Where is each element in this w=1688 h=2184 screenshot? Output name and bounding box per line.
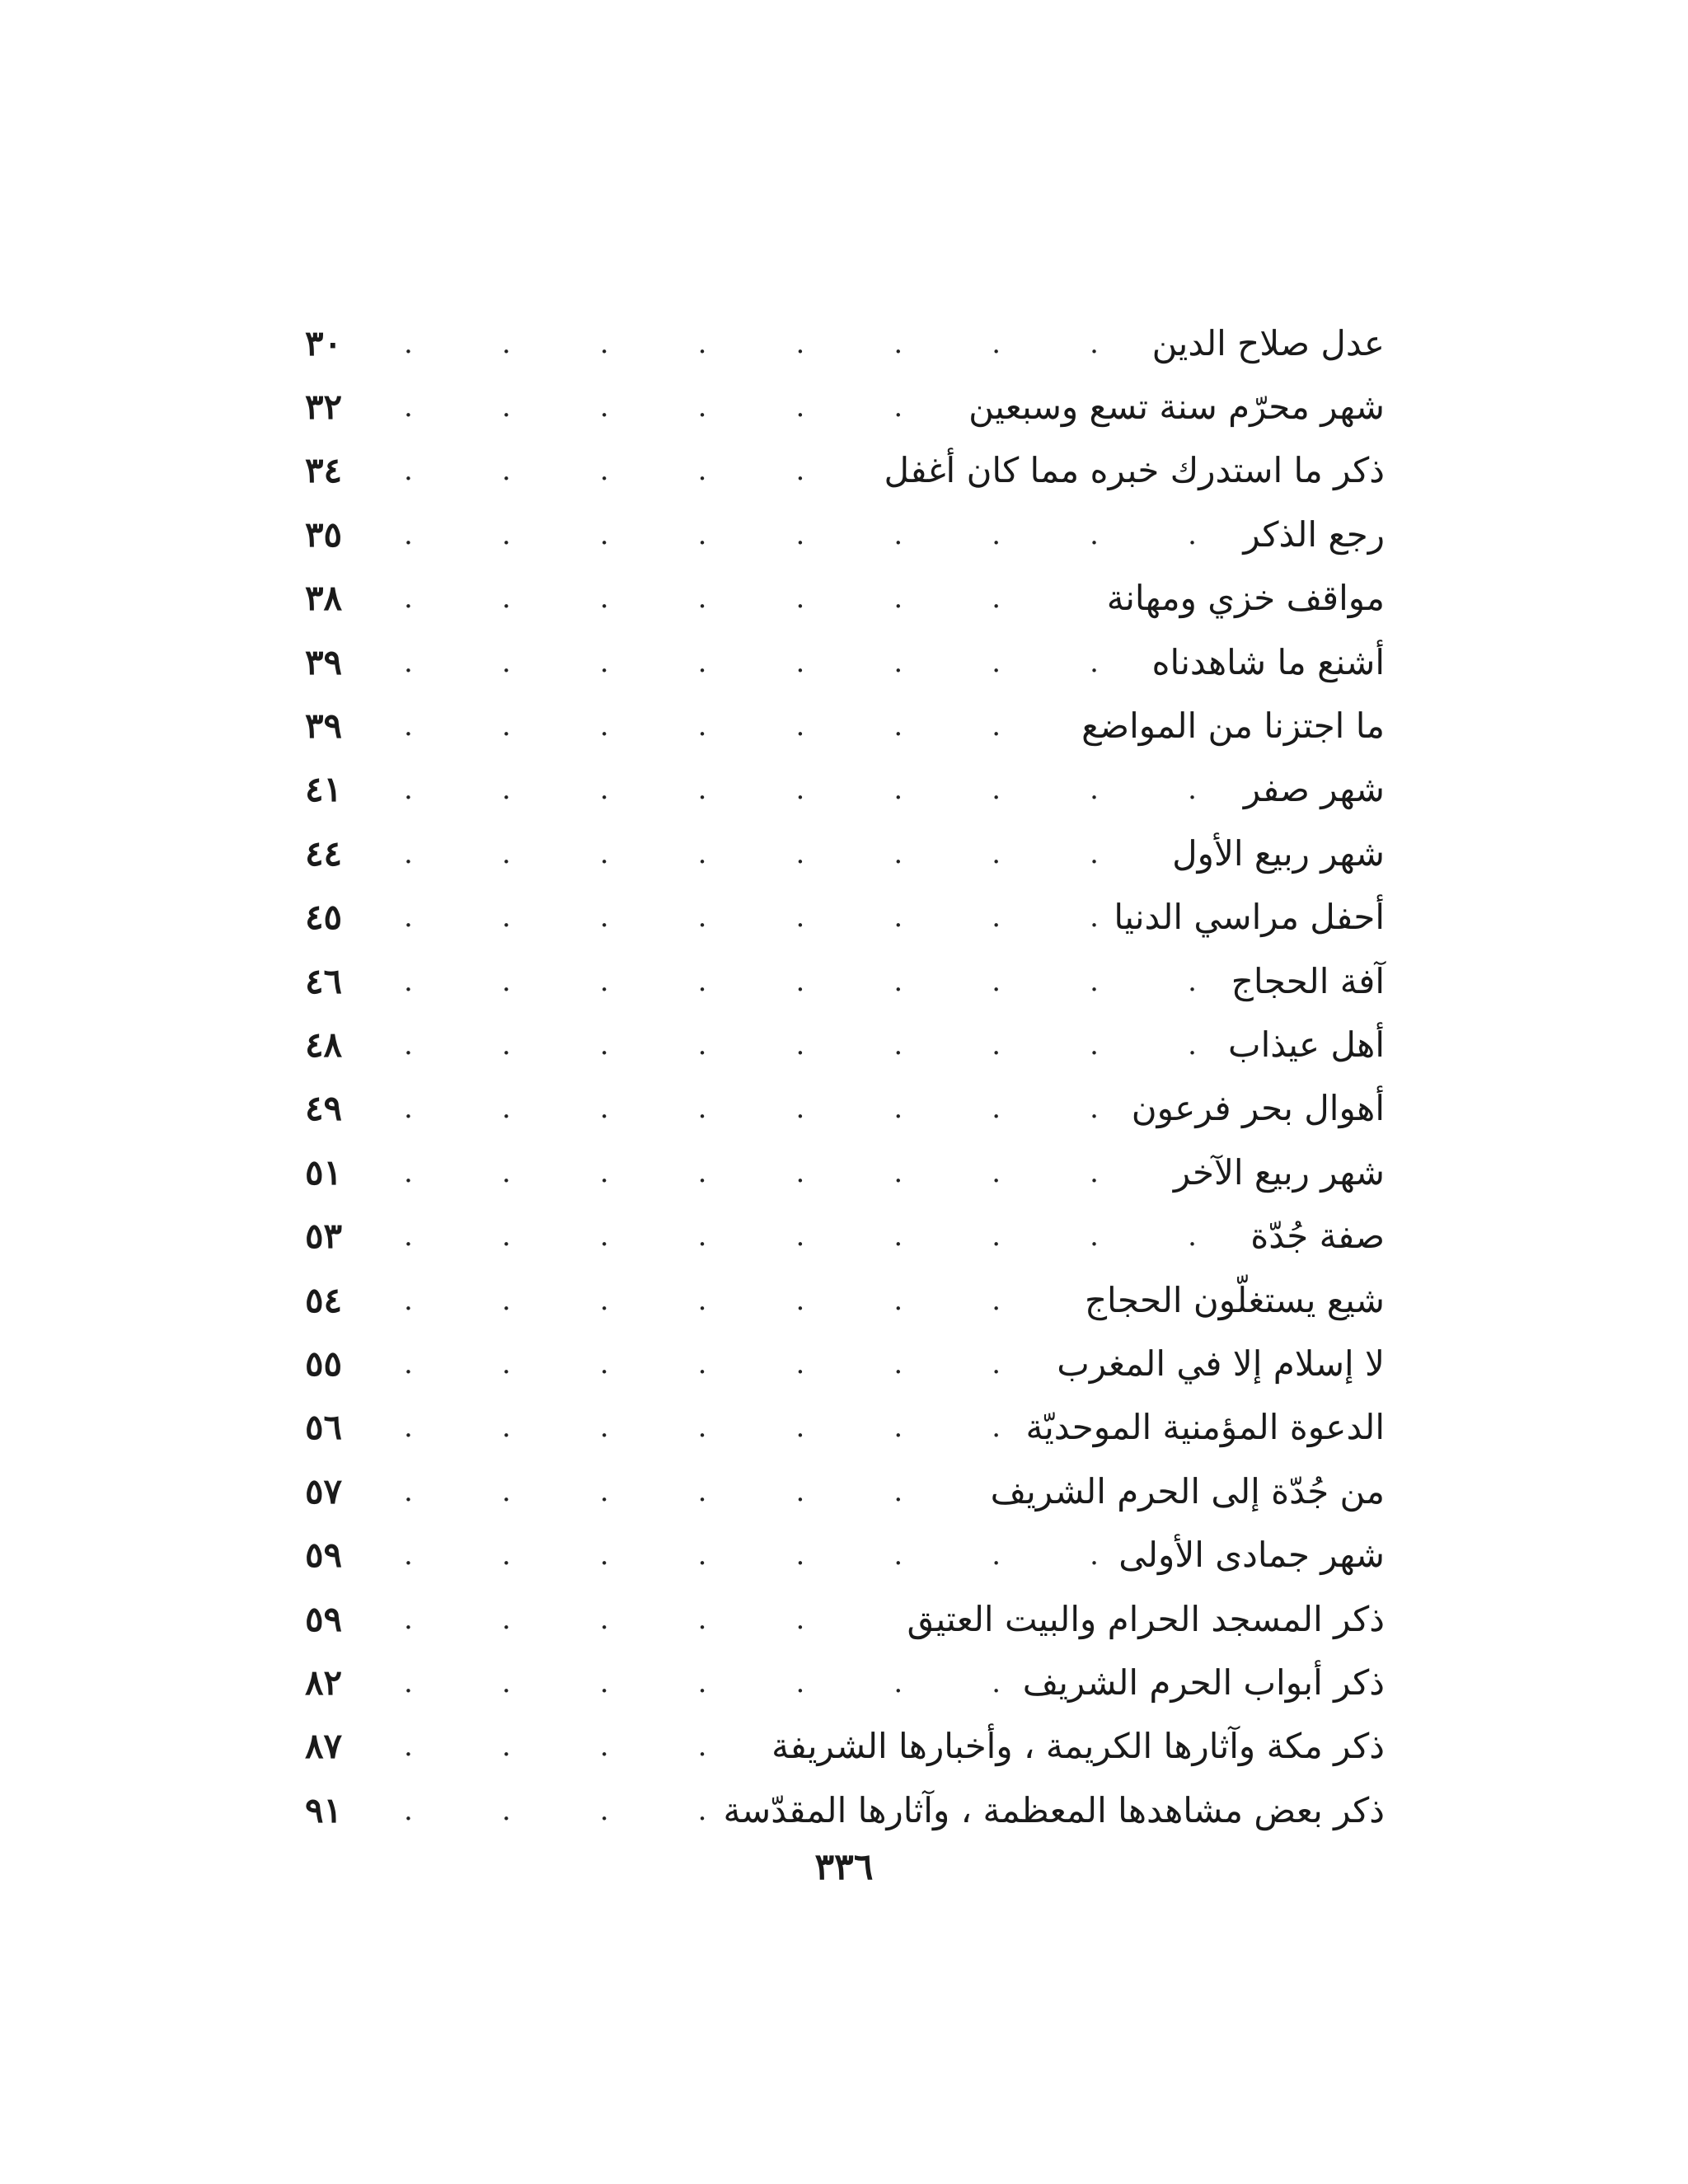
toc-entry-page: ٨٢ [305, 1661, 343, 1703]
toc-entry-page: ٥٩ [305, 1598, 343, 1639]
dot-leader [404, 840, 1157, 868]
toc-entry-page: ٤١ [305, 769, 343, 810]
toc-entry [305, 1460, 1385, 1523]
toc-entry-page: ٥٩ [305, 1535, 343, 1576]
toc-entry-page: ٤٤ [305, 832, 343, 874]
toc-entry [305, 439, 1385, 503]
toc-entry [305, 758, 1385, 822]
toc-entry-page: ٣٩ [305, 641, 343, 682]
toc-entry [305, 375, 1385, 438]
dot-leader [404, 968, 1217, 996]
dot-leader [404, 1732, 757, 1760]
toc-entry-page: ٥٧ [305, 1470, 343, 1511]
dot-leader [404, 1669, 1008, 1697]
dot-leader [404, 712, 1067, 740]
toc-entry [305, 567, 1385, 630]
dot-leader [404, 1541, 1104, 1569]
dot-leader [404, 903, 1099, 931]
toc-entry [305, 1651, 1385, 1714]
toc-entry [305, 1779, 1385, 1842]
toc-entry [305, 1587, 1385, 1651]
toc-entry-page: ٣٨ [305, 578, 343, 619]
toc-entry-page: ٨٧ [305, 1726, 343, 1767]
toc-entry-title: ذكر مكة وآثارها الكريمة ، وأخبارها الشريفة [771, 1726, 1385, 1767]
toc-entry-title: ذكر بعض مشاهدها المعظمة ، وآثارها المقدّسة [723, 1789, 1385, 1830]
toc-entry [305, 1523, 1385, 1586]
toc-entry-title: عدل صلاح الدين [1151, 322, 1385, 363]
toc-entry-title: ذكر ما استدرك خبره مما كان أغفل [884, 450, 1385, 491]
toc-entry-title: أهوال بحر فرعون [1131, 1088, 1385, 1129]
toc-entry [305, 1204, 1385, 1268]
dot-leader [404, 1031, 1213, 1059]
toc-entry-title: ذكر المسجد الحرام والبيت العتيق [907, 1598, 1385, 1639]
toc-entry [305, 1332, 1385, 1395]
dot-leader [404, 1797, 708, 1825]
toc-entry-page: ٣٢ [305, 387, 343, 428]
toc-entry [305, 1268, 1385, 1332]
toc-entry-page: ٤٦ [305, 960, 343, 1001]
dot-leader [404, 1094, 1117, 1122]
toc-entry-page: ٥٣ [305, 1216, 343, 1257]
toc-entry [305, 949, 1385, 1013]
toc-entry-title: لا إسلام إلا في المغرب [1057, 1343, 1385, 1384]
toc-entry-title: أشنع ما شاهدناه [1151, 641, 1385, 682]
toc-entry [305, 694, 1385, 757]
dot-leader [404, 1478, 976, 1506]
toc-entry-title: شهر ربيع الأول [1172, 832, 1385, 874]
toc-entry-page: ٤٥ [305, 897, 343, 938]
toc-entry-page: ٥٦ [305, 1407, 343, 1448]
toc-entry-page: ٥١ [305, 1151, 343, 1193]
toc-entry-title: آفة الحجاج [1231, 960, 1385, 1001]
toc-entry [305, 1715, 1385, 1779]
dot-leader [404, 521, 1228, 549]
dot-leader [404, 1605, 892, 1633]
toc-entry [305, 503, 1385, 566]
toc-entry-title: شهر ربيع الآخر [1173, 1151, 1385, 1193]
toc-entry [305, 1077, 1385, 1141]
toc-entry-page: ٩١ [305, 1789, 343, 1830]
dot-leader [404, 457, 870, 485]
toc-entry-title: رجع الذكر [1243, 513, 1385, 555]
dot-leader [404, 1286, 1070, 1315]
dot-leader [404, 776, 1229, 804]
toc-entry-title: شهر جمادى الأولى [1118, 1535, 1385, 1576]
dot-leader [404, 1222, 1236, 1250]
toc-entry-title: مواقف خزي ومهانة [1106, 578, 1385, 619]
toc-entry-page: ٥٤ [305, 1279, 343, 1320]
toc-entry-title: من جُدّة إلى الحرم الشريف [990, 1470, 1385, 1511]
toc-entry [305, 312, 1385, 375]
dot-leader [404, 584, 1092, 612]
toc-entry-page: ٣٤ [305, 450, 343, 491]
toc-entry [305, 1141, 1385, 1204]
dot-leader [404, 1350, 1042, 1378]
dot-leader [404, 649, 1137, 677]
toc-entry-title: ذكر أبواب الحرم الشريف [1022, 1661, 1385, 1703]
dot-leader [404, 1159, 1159, 1187]
toc-entry-page: ٤٨ [305, 1024, 343, 1065]
dot-leader [404, 1413, 1011, 1441]
dot-leader [404, 330, 1137, 358]
page-number: ٣٣٦ [814, 1846, 874, 1888]
toc-entry-page: ٣٥ [305, 513, 343, 555]
toc-entry [305, 1396, 1385, 1460]
toc-entry [305, 822, 1385, 885]
toc-entry-title: شيع يستغلّون الحجاج [1084, 1279, 1385, 1320]
toc-entry-page: ٥٥ [305, 1343, 343, 1384]
toc-entry-page: ٣٩ [305, 705, 343, 747]
toc-entry-title: الدعوة المؤمنية الموحديّة [1025, 1407, 1385, 1448]
toc-entry-page: ٣٠ [305, 322, 343, 363]
toc-entry [305, 630, 1385, 694]
toc-entry-title: شهر محرّم سنة تسع وسبعين [968, 387, 1385, 428]
toc-entry-title: ما اجتزنا من المواضع [1081, 705, 1385, 747]
toc-entry [305, 1013, 1385, 1076]
toc-entry-title: أحفل مراسي الدنيا [1114, 897, 1385, 938]
toc-entry-title: صفة جُدّة [1250, 1216, 1385, 1257]
toc-entry-page: ٤٩ [305, 1088, 343, 1129]
dot-leader [404, 393, 954, 421]
toc-entry-title: أهل عيذاب [1228, 1024, 1385, 1065]
table-of-contents [305, 312, 1385, 1842]
toc-entry-title: شهر صفر [1243, 769, 1385, 810]
toc-entry [305, 886, 1385, 949]
